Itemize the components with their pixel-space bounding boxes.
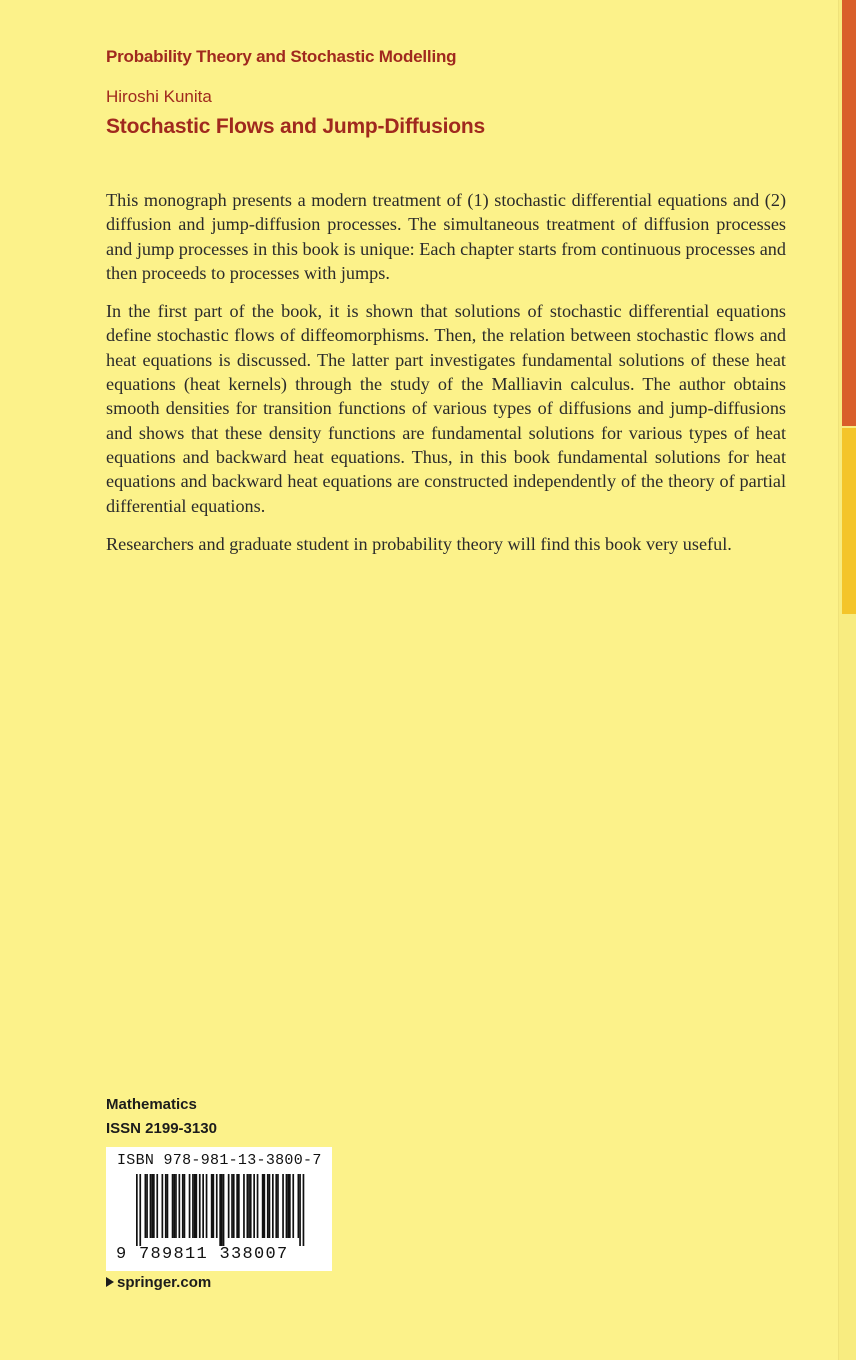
barcode-bar [136, 1174, 138, 1246]
barcode-bar [216, 1174, 218, 1238]
barcode-bar [243, 1174, 245, 1238]
barcode-bar [219, 1174, 221, 1246]
barcode-bar [182, 1174, 184, 1238]
barcode-bar [211, 1174, 213, 1238]
barcode-bar [145, 1174, 147, 1238]
barcode-bar [257, 1174, 259, 1238]
publisher-url: springer.com [117, 1274, 212, 1291]
barcode-bar [150, 1174, 152, 1238]
barcode-bar [253, 1174, 255, 1238]
spine-orange-band [842, 428, 856, 614]
barcode-bar [202, 1174, 204, 1238]
barcode-bar [277, 1174, 279, 1238]
barcode-bar [162, 1174, 164, 1238]
barcode-bar [247, 1174, 249, 1238]
barcode-bar [146, 1174, 148, 1238]
publisher-link[interactable] [106, 1274, 211, 1291]
barcode-bar [151, 1174, 153, 1238]
blurb-paragraph: In the first part of the book, it is shown that solutions of stochastic differential equations define stochastic flows of diffeomorphisms. Then, the relation between stochastic flows and heat equations is discussed. The latter part investigates fundamental solutions of these heat equations (heat kernels) through the study of the Malliavin calculus. The author obtains smooth densities for transition functions of various types of diffusions and jump-diffusions and shows that these density functions are fundamental solutions for various types of heat equations and backward heat equations. Thus, in this book fundamental solutions for heat equations and backward heat equations are constructed independently of the theory of partial differential equations. [106, 301, 786, 516]
barcode-bar [139, 1174, 141, 1246]
blurb-paragraph: This monograph presents a modern treatment of (1) stochastic differential equations and (2) diffusion and jump-diffusion processes. The simultaneous treatment of diffusion processes and jump processes in this book is unique: Each chapter starts from continuous processes and then proceeds to processes with jumps. [106, 190, 786, 283]
series-title: Probability Theory and Stochastic Modelling [106, 47, 457, 66]
blurb [106, 188, 786, 570]
barcode-bar [221, 1174, 223, 1246]
barcode-bar [189, 1174, 191, 1238]
barcode-bar [264, 1174, 266, 1238]
barcode-bar [175, 1174, 177, 1238]
barcode-bar [173, 1174, 175, 1238]
barcode-bar [250, 1174, 252, 1238]
isbn-label: ISBN 978-981-13-3800-7 [117, 1152, 322, 1169]
barcode-bar [262, 1174, 264, 1238]
issn-label: ISSN 2199-3130 [106, 1120, 217, 1137]
blurb-paragraph: Researchers and graduate student in probability theory will find this book very useful. [106, 533, 732, 554]
barcode-bar [231, 1174, 233, 1238]
author-name: Hiroshi Kunita [106, 87, 212, 106]
barcode-bar [272, 1174, 274, 1238]
barcode-bar [269, 1174, 271, 1238]
barcode-bar [153, 1174, 155, 1238]
barcode-bar [303, 1174, 305, 1246]
barcode-bar [165, 1174, 167, 1238]
barcode-bar [298, 1174, 300, 1238]
barcode-bar [192, 1174, 194, 1238]
barcode-digits: 9 789811 338007 [116, 1245, 289, 1264]
barcode-bar [236, 1174, 238, 1238]
barcode [136, 1174, 308, 1246]
barcode-bar [238, 1174, 240, 1238]
barcode-bar [179, 1174, 181, 1238]
barcode-bar [289, 1174, 291, 1238]
barcode-bar [172, 1174, 174, 1238]
barcode-bar [184, 1174, 186, 1238]
book-title: Stochastic Flows and Jump-Diffusions [106, 115, 486, 138]
barcode-bar [199, 1174, 201, 1238]
arrow-right-icon [106, 1277, 114, 1287]
subject-label: Mathematics [106, 1096, 197, 1113]
barcode-bar [282, 1174, 284, 1238]
barcode-bar [228, 1174, 230, 1238]
barcode-bar [233, 1174, 235, 1238]
barcode-bar [287, 1174, 289, 1238]
barcode-bar [286, 1174, 288, 1238]
barcode-bar [156, 1174, 158, 1238]
barcode-bar [167, 1174, 169, 1238]
barcode-box [106, 1147, 332, 1271]
barcode-bar [299, 1174, 301, 1246]
barcode-bar [213, 1174, 215, 1238]
barcode-bar [292, 1174, 294, 1238]
barcode-bar [196, 1174, 198, 1238]
spine-red-band [842, 0, 856, 426]
barcode-bar [194, 1174, 196, 1238]
barcode-bar [223, 1174, 225, 1246]
barcode-bar [248, 1174, 250, 1238]
barcode-bar [275, 1174, 277, 1238]
barcode-bar [206, 1174, 208, 1238]
barcode-bar [267, 1174, 269, 1238]
